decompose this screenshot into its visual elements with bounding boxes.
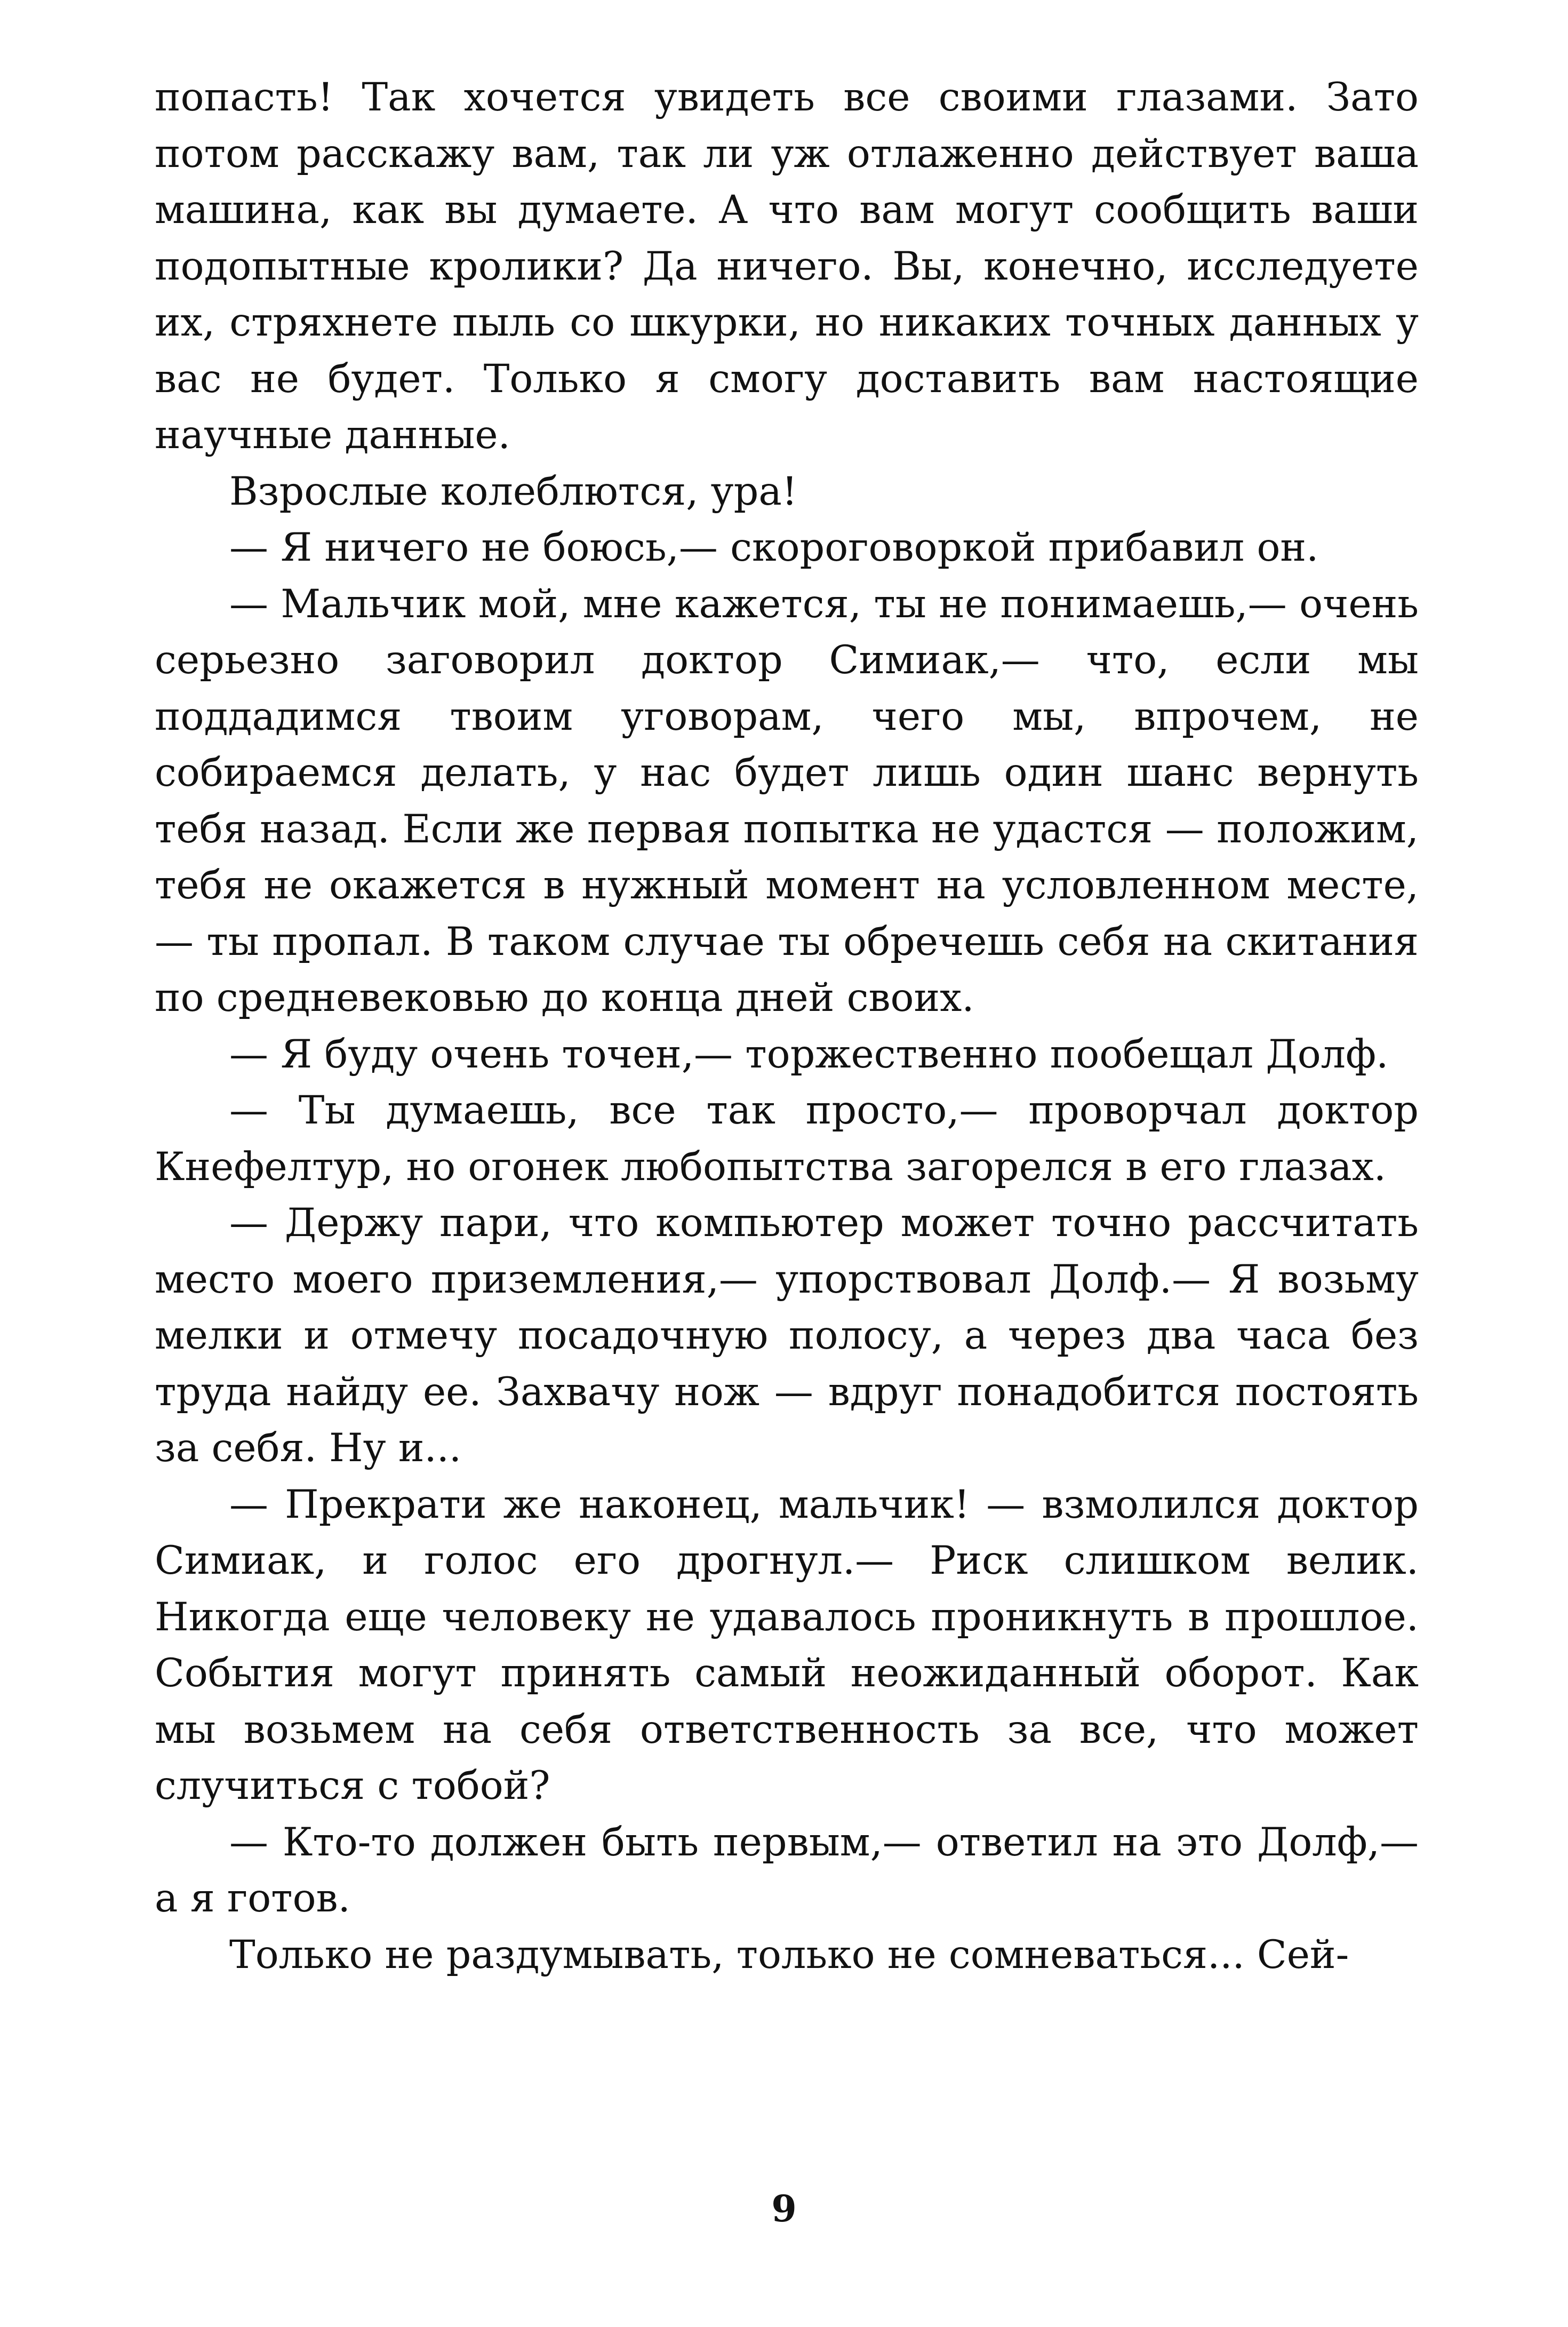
paragraph-8: — Прекрати же наконец, мальчик! — взмолился доктор Симиак, и голос его дрогнул.— Риск слишком велик. Никогда еще человеку не удавалось проникнуть в прошлое. События могут принять самый неожиданный оборот. Как мы возьмем на себя ответственность за все, что может случиться с тобой? [155,1481,1419,1808]
paragraph-4: — Мальчик мой, мне кажется, ты не понимаешь,— очень серьезно заговорил доктор Симиак,— что, если мы поддадимся твоим уговорам, чего мы, впрочем, не собираемся делать, у нас будет лишь один шанс вернуть тебя назад. Если же первая попытка не удастся — положим, тебя не окажется в нужный момент на условленном месте,— ты пропал. В таком случае ты обречешь себя на скитания по средневековью до конца дней своих. [155,581,1419,1021]
paragraph-1: попасть! Так хочется увидеть все своими глазами. Зато потом расскажу вам, так ли уж отлаженно действует ваша машина, как вы думаете. А что вам могут сообщить ваши подопытные кролики? Да ничего. Вы, конечно, исследуете их, стряхнете пыль со шкурки, но никаких точных данных у вас не будет. Только я смогу доставить вам настоящие научные данные. [155,75,1419,458]
paragraph-10: Только не раздумывать, только не сомневаться... Сей- [229,1932,1349,1978]
paragraph-5: — Я буду очень точен,— торжественно пообещал Долф. [229,1031,1389,1077]
paragraph-9: — Кто-то должен быть первым,— ответил на это Долф,— а я готов. [155,1819,1419,1921]
paragraph-2: Взрослые колеблются, ура! [229,468,798,514]
page-number: 9 [771,2188,797,2230]
paragraph-3: — Я ничего не боюсь,— скороговоркой прибавил он. [229,525,1319,570]
page-text [155,69,1419,1983]
paragraph-6: — Ты думаешь, все так просто,— проворчал доктор Кнефелтур, но огонек любопытства загорелся в его глазах. [155,1088,1419,1190]
paragraph-7: — Держу пари, что компьютер может точно рассчитать место моего приземления,— упорствовал Долф.— Я возьму мелки и отмечу посадочную полосу, а через два часа без труда найду ее. Захвачу нож — вдруг понадобится постоять за себя. Ну и... [155,1200,1419,1471]
